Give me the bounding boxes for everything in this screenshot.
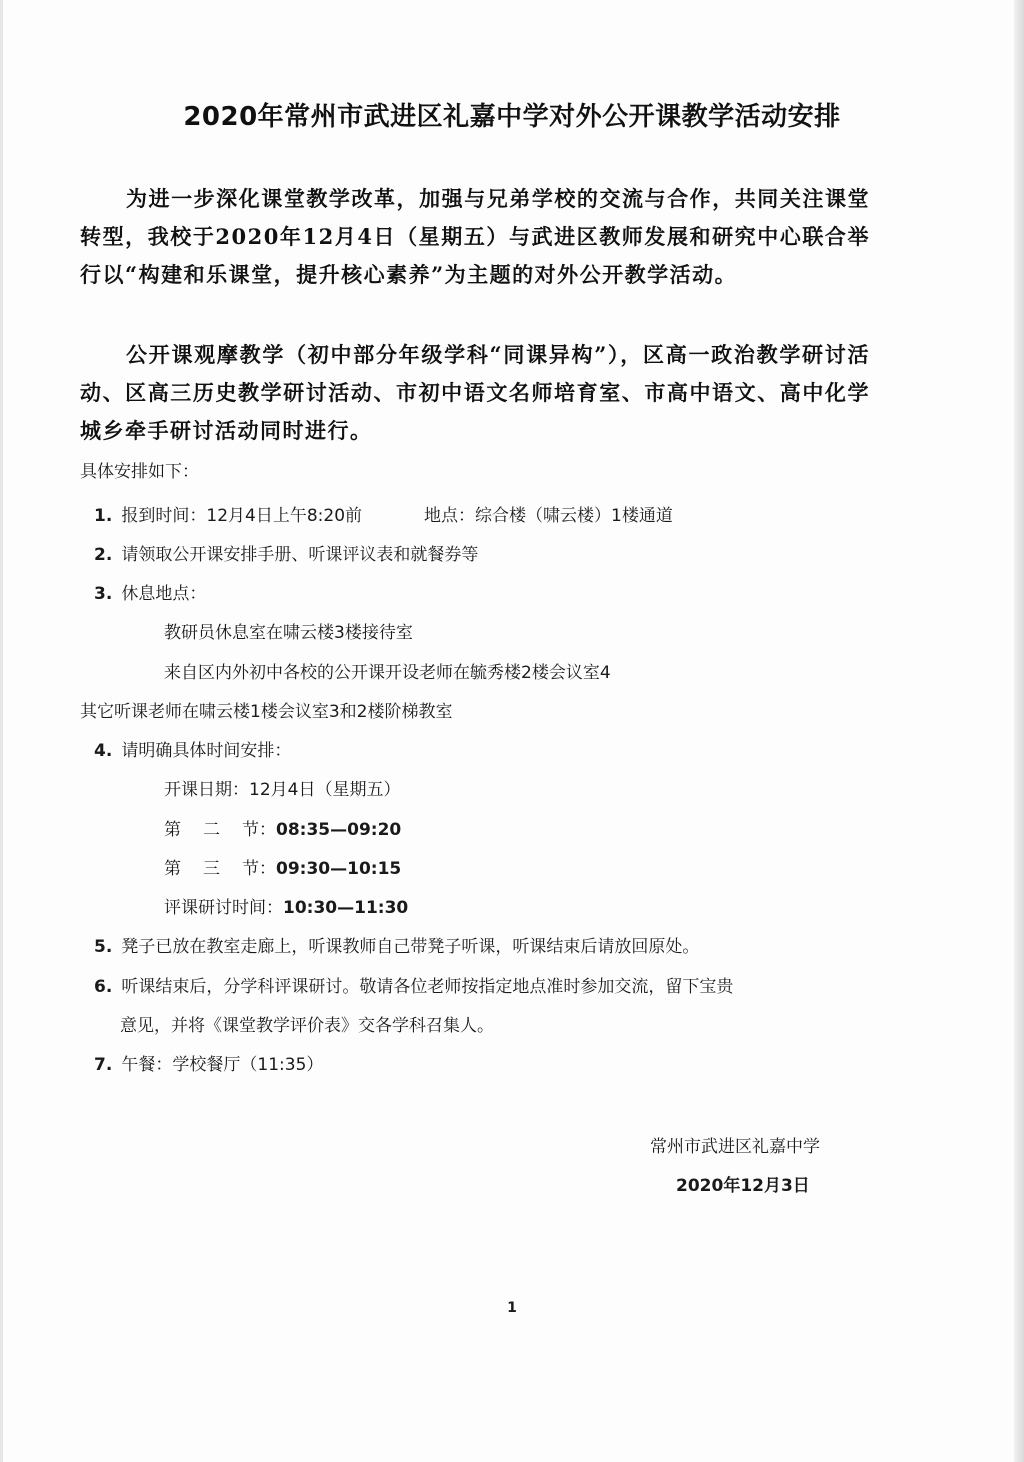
- item-3-sub-3: 其它听课老师在啸云楼1楼会议室3和2楼阶梯教室: [80, 702, 453, 722]
- period-2-line: [164, 818, 401, 842]
- item-3-sub-1: 教研员休息室在啸云楼3楼接待室: [164, 623, 413, 643]
- item-1-time: 报到时间：12月4日上午8:20前: [121, 506, 363, 526]
- item-5: [94, 935, 699, 959]
- item-4-text: 请明确具体时间安排：: [121, 741, 292, 761]
- class-date-line: [164, 778, 400, 802]
- period-2-time: 08:35—09:20: [276, 820, 402, 840]
- intro-paragraph-1: 为进一步深化课堂教学改革，加强与兄弟学校的交流与合作，共同关注课堂转型，我校于2020年12月4日（星期五）与武进区教师发展和研究中心联合举行以“构建和乐课堂，提升核心素养”为主题的对外公开教学活动。: [80, 186, 870, 287]
- item-6-number: 6.: [94, 977, 113, 997]
- review-time-label: 评课研讨时间：: [164, 898, 283, 918]
- page-number: 1: [507, 1300, 517, 1316]
- period-3-line: [164, 857, 401, 881]
- period-2-char-c: 节：: [242, 820, 276, 840]
- period-3-char-a: 第: [164, 859, 181, 879]
- signature-date: 2020年12月3日: [676, 1176, 810, 1196]
- item-2: [94, 543, 478, 567]
- item-4-number: 4.: [94, 741, 113, 761]
- period-3-char-c: 节：: [242, 859, 276, 879]
- item-3-sub-2: 来自区内外初中各校的公开课开设老师在毓秀楼2楼会议室4: [164, 663, 611, 683]
- period-2-char-a: 第: [164, 820, 181, 840]
- item-3: [94, 582, 206, 606]
- period-2-char-b: 二: [203, 820, 220, 840]
- item-5-text: 凳子已放在教室走廊上，听课教师自己带凳子听课，听课结束后请放回原处。: [121, 937, 700, 957]
- item-3-number: 3.: [94, 584, 113, 604]
- item-7-text: 午餐：学校餐厅（11:35）: [121, 1055, 324, 1075]
- item-3-text: 休息地点：: [121, 584, 207, 604]
- period-3-char-b: 三: [203, 859, 220, 879]
- period-3-time: 09:30—10:15: [276, 859, 402, 879]
- signature-organization: 常州市武进区礼嘉中学: [650, 1137, 820, 1157]
- item-1-number: 1.: [94, 506, 113, 526]
- item-7: [94, 1053, 323, 1077]
- scan-edge-right: [1014, 0, 1024, 1462]
- item-5-number: 5.: [94, 937, 113, 957]
- item-6: [94, 975, 733, 999]
- item-7-number: 7.: [94, 1055, 113, 1075]
- scan-edge-left: [0, 0, 3, 1462]
- item-1: [94, 504, 673, 528]
- intro-paragraph-2: 公开课观摩教学（初中部分年级学科“同课异构”），区高一政治教学研讨活动、区高三历史教学研讨活动、市初中语文名师培育室、市高中语文、高中化学城乡牵手研讨活动同时进行。: [80, 342, 870, 443]
- item-2-number: 2.: [94, 545, 113, 565]
- class-date-label: 开课日期：: [164, 780, 249, 800]
- item-2-text: 请领取公开课安排手册、听课评议表和就餐券等: [121, 545, 479, 565]
- details-heading: 具体安排如下：: [80, 462, 199, 482]
- review-time-value: 10:30—11:30: [283, 898, 409, 918]
- class-date-value: 12月4日（星期五）: [249, 780, 401, 800]
- item-4: [94, 739, 291, 763]
- review-time-line: [164, 896, 408, 920]
- item-6-text-line-2: 意见，并将《课堂教学评价表》交各学科召集人。: [120, 1016, 494, 1036]
- item-6-text-line-1: 听课结束后，分学科评课研讨。敬请各位老师按指定地点准时参加交流，留下宝贵: [121, 977, 734, 997]
- document-title: 2020年常州市武进区礼嘉中学对外公开课教学活动安排: [183, 102, 841, 132]
- item-1-place: 地点：综合楼（啸云楼）1楼通道: [424, 506, 673, 526]
